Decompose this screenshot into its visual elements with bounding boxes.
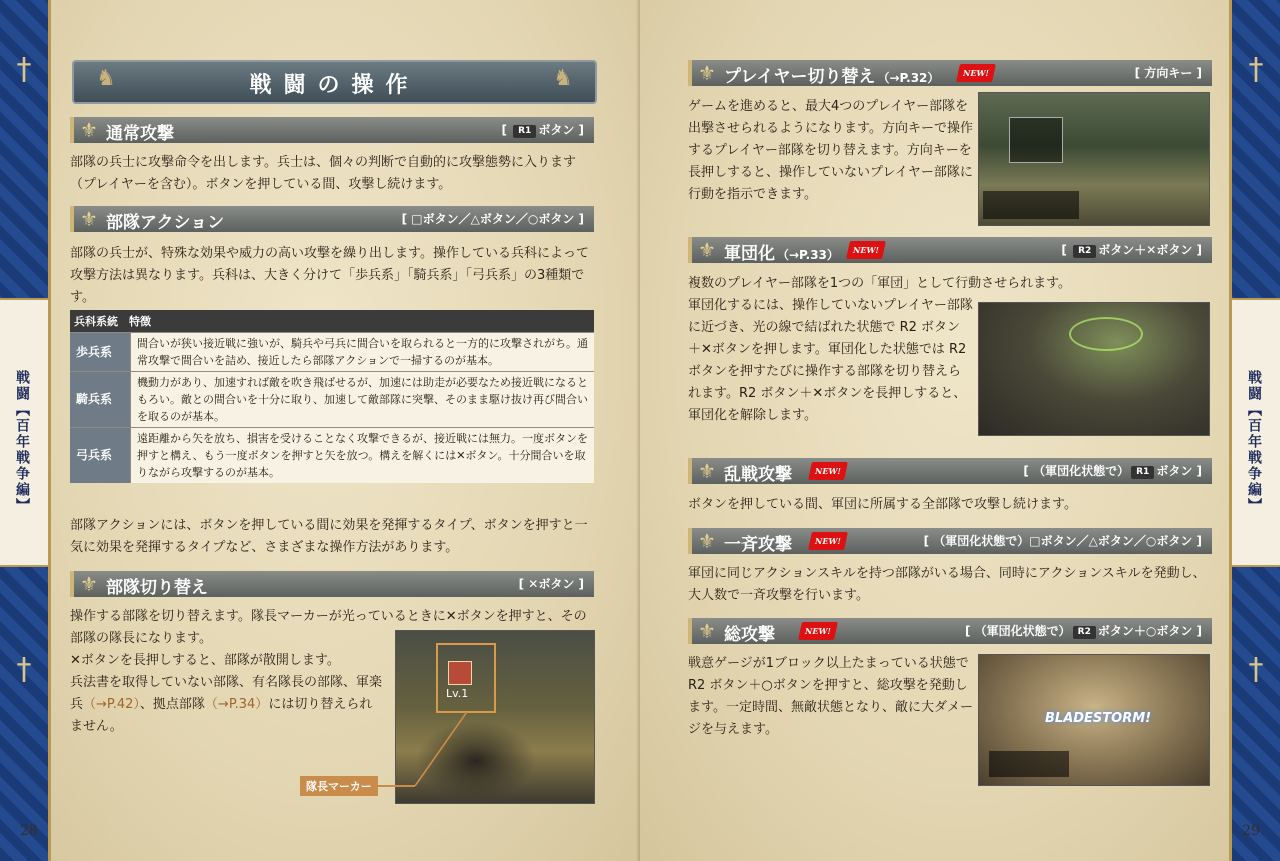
unit-action-text: 部隊の兵士が、特殊な効果や威力の高い攻撃を繰り出します。操作している兵科によって攻撃方法は異なります。兵科は、大きく分けて「歩兵系」「騎兵系」「弓兵系」の3種類です。 xyxy=(70,246,589,305)
side-tab-label: 戦闘【百年戦争編】 xyxy=(1246,370,1262,514)
section-header-volley-attack xyxy=(688,528,1212,554)
page-ref[interactable]: （→P.32） xyxy=(877,71,940,85)
unit-desc-cell: 間合いが狭い接近戦に強いが、騎兵や弓兵に間合いを取られると一方的に攻撃されがち。通常攻撃で間合いを詰め、接近したら部隊アクションで一掃するのが基本。 xyxy=(131,333,595,372)
unit-type-table xyxy=(70,310,594,483)
section-header-corps xyxy=(688,237,1212,263)
unit-type-cell: 弓兵系 xyxy=(70,428,131,484)
unit-switch-text-2: ✕ボタンを長押しすると、部隊が散開します。 xyxy=(70,653,340,668)
button-hint: [ □ボタン／△ボタン／○ボタン ] xyxy=(401,212,584,226)
dpad-unit-selector xyxy=(1009,117,1063,163)
section-title: 部隊アクション xyxy=(106,213,225,233)
volley-attack-text: 軍団に同じアクションスキルを持つ部隊がいる場合、同時にアクションスキルを発動し、大人数で一斉攻撃を行います。 xyxy=(688,566,1206,603)
new-badge: NEW! xyxy=(808,532,848,550)
sword-icon: † xyxy=(16,52,32,87)
unit-type-cell: 騎兵系 xyxy=(70,372,131,428)
link-light-effect xyxy=(1069,317,1143,351)
fleur-de-lis-icon: ⚜ xyxy=(698,619,716,643)
r2-button-icon: R2 xyxy=(1073,245,1096,258)
corps-screenshot xyxy=(978,302,1210,436)
unit-switch-text-3: 兵法書を取得していない部隊、有名隊長の部隊、軍楽兵（→P.42）、拠点部隊（→P.34）には切り替えられません。 xyxy=(70,675,383,734)
section-header-all-out-attack xyxy=(688,618,1212,644)
normal-attack-text: 部隊の兵士に攻撃命令を出します。兵士は、個々の判断で自動的に攻撃態勢に入ります（プレイヤーを含む）。ボタンを押している間、攻撃し続けます。 xyxy=(70,155,576,192)
section-title: 軍団化 （→P.33） xyxy=(724,244,839,264)
unit-status-panel xyxy=(983,191,1079,219)
fleur-de-lis-icon: ⚜ xyxy=(698,459,716,483)
r1-button-icon: R1 xyxy=(1131,466,1154,479)
captain-marker-icon xyxy=(448,661,472,685)
bladestorm-label: BLADESTORM! xyxy=(1045,711,1152,726)
table-row xyxy=(70,428,594,484)
unit-status-panel xyxy=(989,751,1069,777)
sword-icon: † xyxy=(16,652,32,687)
level-label: Lv.1 xyxy=(446,687,469,700)
chapter-title: 戦闘の操作 xyxy=(249,73,420,98)
fleur-de-lis-icon: ⚜ xyxy=(80,118,98,142)
sword-icon: † xyxy=(1248,652,1264,687)
all-out-attack-screenshot xyxy=(978,654,1210,786)
section-header-normal-attack xyxy=(70,117,594,143)
fleur-de-lis-icon: ⚜ xyxy=(698,529,716,553)
button-hint: [ （軍団化状態で）□ボタン／△ボタン／○ボタン ] xyxy=(923,534,1202,548)
player-switch-text: ゲームを進めると、最大4つのプレイヤー部隊を出撃させられるようになります。方向キーで操作するプレイヤー部隊を切り替えます。方向キーを長押しすると、操作していないプレイヤー部隊に行動を指示できます。 xyxy=(688,99,973,202)
unit-type-cell: 歩兵系 xyxy=(70,333,131,372)
caption-leader-line xyxy=(375,785,415,787)
player-switch-screenshot xyxy=(978,92,1210,226)
page-ref-link[interactable]: （→P.42） xyxy=(83,697,140,712)
page-number-right: 29 xyxy=(1242,823,1260,839)
section-title: 乱戦攻撃 xyxy=(724,465,792,485)
section-header-player-switch xyxy=(688,60,1212,86)
side-tab-right[interactable] xyxy=(1232,298,1280,567)
right-page xyxy=(640,0,1280,861)
lion-crest-icon: ♞ xyxy=(553,66,573,91)
fleur-de-lis-icon: ⚜ xyxy=(698,61,716,85)
page-number-left: 28 xyxy=(20,823,38,839)
section-title: 総攻撃 xyxy=(724,625,775,645)
new-badge: NEW! xyxy=(808,462,848,480)
button-hint: [ ✕ボタン ] xyxy=(518,577,584,591)
table-header-row xyxy=(70,310,594,333)
table-row xyxy=(70,333,594,372)
new-badge: NEW! xyxy=(846,241,886,259)
section-header-unit-action xyxy=(70,206,594,232)
unit-action-after-text: 部隊アクションには、ボタンを押している間に効果を発揮するタイプ、ボタンを押すと一気に効果を発揮するタイプなど、さまざまな操作方法があります。 xyxy=(70,518,588,555)
melee-attack-text: ボタンを押している間、軍団に所属する全部隊で攻撃し続けます。 xyxy=(688,497,1077,512)
fleur-de-lis-icon: ⚜ xyxy=(80,572,98,596)
page-ref[interactable]: （→P.33） xyxy=(777,248,839,262)
corps-text-2: 軍団化するには、操作していないプレイヤー部隊に近づき、光の線で結ばれた状態で R2 ボタン＋✕ボタンを押します。軍団化した状態では R2 ボタンを押すたびに操作する部隊を切り替えられます。R2 ボタン＋✕ボタンを長押しすると、軍団化を解除します。 xyxy=(688,298,973,423)
side-tab-label: 戦闘【百年戦争編】 xyxy=(14,370,30,514)
section-header-melee-attack xyxy=(688,458,1212,484)
r1-button-icon: R1 xyxy=(513,125,536,138)
unit-switch-text-1: 操作する部隊を切り替えます。隊長マーカーが光っているときに✕ボタンを押すと、その部隊の隊長になります。 xyxy=(70,609,587,646)
section-title: 一斉攻撃 xyxy=(724,535,792,555)
table-header: 兵科系統 特徴 xyxy=(70,310,594,333)
sword-icon: † xyxy=(1248,52,1264,87)
unit-desc-cell: 機動力があり、加速すれば敵を吹き飛ばせるが、加速には助走が必要なため接近戦になるともろい。敵との間合いを十分に取り、加速して敵部隊に突撃、そのまま駆け抜け再び間合いを取るのが基本。 xyxy=(131,372,595,428)
page-ref-link[interactable]: （→P.34） xyxy=(204,697,269,712)
r2-button-icon: R2 xyxy=(1073,626,1096,639)
unit-switch-screenshot xyxy=(395,630,595,804)
left-border-gold-line xyxy=(48,0,51,861)
captain-marker-caption: 隊長マーカー xyxy=(300,776,378,796)
section-title: 部隊切り替え xyxy=(106,578,208,598)
button-hint: [ （軍団化状態で） R1 ボタン ] xyxy=(1023,464,1202,478)
new-badge: NEW! xyxy=(956,64,996,82)
section-header-unit-switch xyxy=(70,571,594,597)
lion-crest-icon: ♞ xyxy=(96,66,116,91)
section-title: 通常攻撃 xyxy=(106,124,174,144)
chapter-banner xyxy=(72,60,597,104)
button-hint: [ R2 ボタン＋✕ボタン ] xyxy=(1061,243,1202,257)
section-title: プレイヤー切り替え （→P.32） xyxy=(724,67,940,87)
corps-text-1: 複数のプレイヤー部隊を1つの「軍団」として行動させられます。 xyxy=(688,276,1072,291)
soldier-silhouettes xyxy=(416,721,536,801)
button-hint: [ 方向キー ] xyxy=(1134,66,1202,80)
side-tab-left[interactable] xyxy=(0,298,48,567)
button-hint: [ R1 ボタン ] xyxy=(501,123,584,137)
unit-desc-cell: 遠距離から矢を放ち、損害を受けることなく攻撃できるが、接近戦には無力。一度ボタンを押すと構え、もう一度ボタンを押すと矢を放つ。構えを解くには✕ボタン。十分間合いを取りながら攻撃するのが基本。 xyxy=(131,428,595,484)
fleur-de-lis-icon: ⚜ xyxy=(80,207,98,231)
button-hint: [ （軍団化状態で） R2 ボタン＋○ボタン ] xyxy=(964,624,1202,638)
all-out-attack-text: 戦意ゲージが1ブロック以上たまっている状態で R2 ボタン＋○ボタンを押すと、総攻撃を発動します。一定時間、無敵状態となり、敵に大ダメージを与えます。 xyxy=(688,656,973,737)
new-badge: NEW! xyxy=(798,622,838,640)
fleur-de-lis-icon: ⚜ xyxy=(698,238,716,262)
table-row xyxy=(70,372,594,428)
